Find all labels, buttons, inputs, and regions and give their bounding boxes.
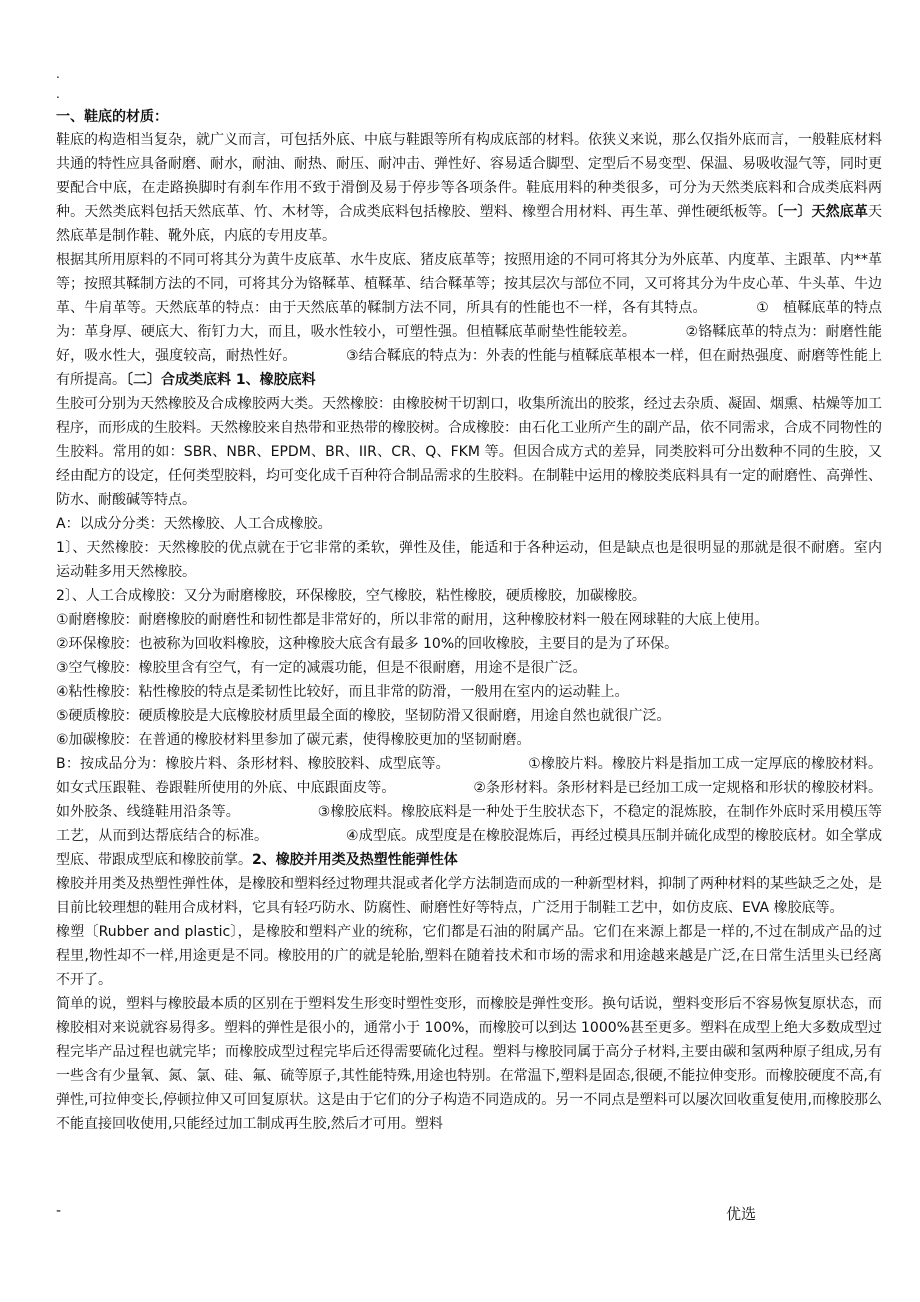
paragraph: 简单的说，塑料与橡胶最本质的区别在于塑料发生形变时塑性变形，而橡胶是弹性变形。换句话说，塑料变形后不容易恢复原状态，而橡胶相对来说就容易得多。塑料的弹性是很小的，通常小于 100%，而橡胶可以到达 1000%甚至更多。塑料在成型上绝大多数成型过程完毕产品过程也就完毕；而橡胶成型过程完毕后还得需要硫化过程。塑料与橡胶同属于高分子材料,主要由碳和氢两种原子组成,另有一些含有少量氧、氮、氯、硅、氟、硫等原子,其性能特殊,用途也特别。在常温下,塑料是固态,很硬,不能拉伸变形。而橡胶硬度不高,有弹性,可拉伸变长,停顿拉伸又可回复原状。这是由于它们的分子构造不同造成的。另一不同点是塑料可以屡次回收重复使用,而橡胶那么不能直接回收使用,只能经过加工制成再生胶,然后才可用。塑料 bbox=[56, 996, 882, 1132]
document-body bbox=[56, 64, 882, 1136]
top-mark: . bbox=[56, 87, 60, 101]
paragraph: 1〕、天然橡胶：天然橡胶的优点就在于它非常的柔软，弹性及佳，能适和于各种运动，但是缺点也是很明显的那就是很不耐磨。室内运动鞋多用天然橡胶。 bbox=[56, 540, 882, 580]
paragraph: ②环保橡胶：也被称为回收料橡胶，这种橡胶大底含有最多 10%的回收橡胶，主要目的是为了环保。 bbox=[56, 636, 679, 652]
paragraph: ⑥加碳橡胶：在普通的橡胶材料里参加了碳元素，使得橡胶更加的坚韧耐磨。 bbox=[56, 732, 531, 748]
footer-mark: - bbox=[56, 1203, 62, 1219]
subheading-natural-leather: 〔一〕天然底革 bbox=[776, 204, 869, 220]
paragraph: A：以成分分类：天然橡胶、人工合成橡胶。 bbox=[56, 516, 332, 532]
paragraph: ③空气橡胶：橡胶里含有空气，有一定的减震功能，但是不很耐磨，用途不是很广泛。 bbox=[56, 660, 587, 676]
subheading-synthetic: 〔二〕合成类底料 1、橡胶底料 bbox=[126, 372, 316, 388]
paragraph: ④粘性橡胶：粘性橡胶的特点是柔韧性比较好，而且非常的防滑，一般用在室内的运动鞋上。 bbox=[56, 684, 629, 700]
paragraph: ⑤硬质橡胶：硬质橡胶是大底橡胶材质里最全面的橡胶，坚韧防滑又很耐磨，用途自然也就很广泛。 bbox=[56, 708, 671, 724]
paragraph: 生胶可分别为天然橡胶及合成橡胶两大类。天然橡胶：由橡胶树干切割口，收集所流出的胶浆，经过去杂质、凝固、烟熏、枯燥等加工程序，而形成的生胶料。天然橡胶来自热带和亚热带的橡胶树。合成橡胶：由石化工业所产生的副产品，依不同需求，合成不同物性的生胶料。常用的如：SBR、NBR、EPDM、BR、IIR、CR、Q、FKM 等。但因合成方式的差异，同类胶料可分出数种不同的生胶，又经由配方的设定，任何类型胶料，均可变化成千百种符合制品需求的生胶料。在制鞋中运用的橡胶类底料具有一定的耐磨性、高弹性、防水、耐酸碱等特点。 bbox=[56, 396, 882, 508]
paragraph: 根据其所用原料的不同可将其分为黄牛皮底革、水牛皮底、猪皮底革等；按照用途的不同可将其分为外底革、内度革、主跟革、内**革等；按照其鞣制方法的不同，可将其分为铬鞣革、植鞣革、结合鞣革等；按其层次与部位不同，又可将其分为牛皮心革、牛头革、牛边革、牛肩革等。天然底革的特点：由于天然底革的鞣制方法不同，所具有的性能也不一样，各有其特点。 ① 植鞣底革的特点为：革身厚、硬底大、衔钉力大，而且，吸水性较小，可塑性强。但植鞣底革耐垫性能较差。 ②铬鞣底革的特点为：耐磨性能好，吸水性大，强度较高，耐热性好。 ③结合鞣底的特点为：外表的性能与植鞣底革根本一样，但在耐热强度、耐磨等性能上有所提高。〔二〕合成类底料 1、橡胶底料 bbox=[56, 252, 882, 388]
footer-label: 优选 bbox=[726, 1205, 757, 1223]
top-mark: . bbox=[56, 67, 60, 81]
paragraph: 2〕、人工合成橡胶：又分为耐磨橡胶，环保橡胶，空气橡胶，粘性橡胶，硬质橡胶，加碳橡胶。 bbox=[56, 588, 646, 604]
paragraph: ①耐磨橡胶：耐磨橡胶的耐磨性和韧性都是非常好的，所以非常的耐用，这种橡胶材料一般在网球鞋的大底上使用。 bbox=[56, 612, 769, 628]
section-heading: 一、鞋底的材质： bbox=[56, 109, 168, 125]
paragraph: 橡塑〔Rubber and plastic〕，是橡胶和塑料产业的统称，它们都是石油的附属产品。它们在来源上都是一样的,不过在制成产品的过程里,物性却不一样,用途更是不同。橡胶用的广的就是轮胎,塑料在随着技术和市场的需求和用途越来越是广泛,在日常生活里头已经离不开了。 bbox=[56, 924, 882, 988]
paragraph: B：按成品分为：橡胶片料、条形材料、橡胶胶料、成型底等。 ①橡胶片料。橡胶片料是指加工成一定厚底的橡胶材料。如女式压跟鞋、卷跟鞋所使用的外底、中底跟面皮等。 ②条形材料。条形材料是已经加工成一定规格和形状的橡胶材料。如外胶条、线缝鞋用沿条等。 ③橡胶底料。橡胶底料是一种处于生胶状态下，不稳定的混炼胶，在制作外底时采用模压等工艺，从而到达帮底结合的标准。 ④成型底。成型度是在橡胶混炼后，再经过模具压制并硫化成型的橡胶底材。如全掌成型底、带跟成型底和橡胶前掌。2、橡胶并用类及热塑性能弹性体 bbox=[56, 756, 882, 868]
subheading-blend: 2、橡胶并用类及热塑性能弹性体 bbox=[252, 852, 458, 868]
paragraph: 橡胶并用类及热塑性弹性体，是橡胶和塑料经过物理共混或者化学方法制造而成的一种新型材料，抑制了两种材料的某些缺乏之处，是目前比较理想的鞋用合成材料，它具有轻巧防水、防腐性、耐磨性好等特点，广泛用于制鞋工艺中，如仿皮底、EVA 橡胶底等。 bbox=[56, 876, 882, 916]
paragraph: 鞋底的构造相当复杂，就广义而言，可包括外底、中底与鞋跟等所有构成底部的材料。依狭义来说，那么仅指外底而言，一般鞋底材料共通的特性应具备耐磨、耐水，耐油、耐热、耐压、耐冲击、弹性好、容易适合脚型、定型后不易变型、保温、易吸收湿气等，同时更要配合中底，在走路换脚时有刹车作用不致于滑倒及易于停步等各项条件。鞋底用料的种类很多，可分为天然类底料和合成类底料两种。天然类底料包括天然底革、竹、木材等，合成类底料包括橡胶、塑料、橡塑合用材料、再生革、弹性硬纸板等。〔一〕天然底革天然底革是制作鞋、靴外底，内底的专用皮革。 bbox=[56, 132, 883, 244]
